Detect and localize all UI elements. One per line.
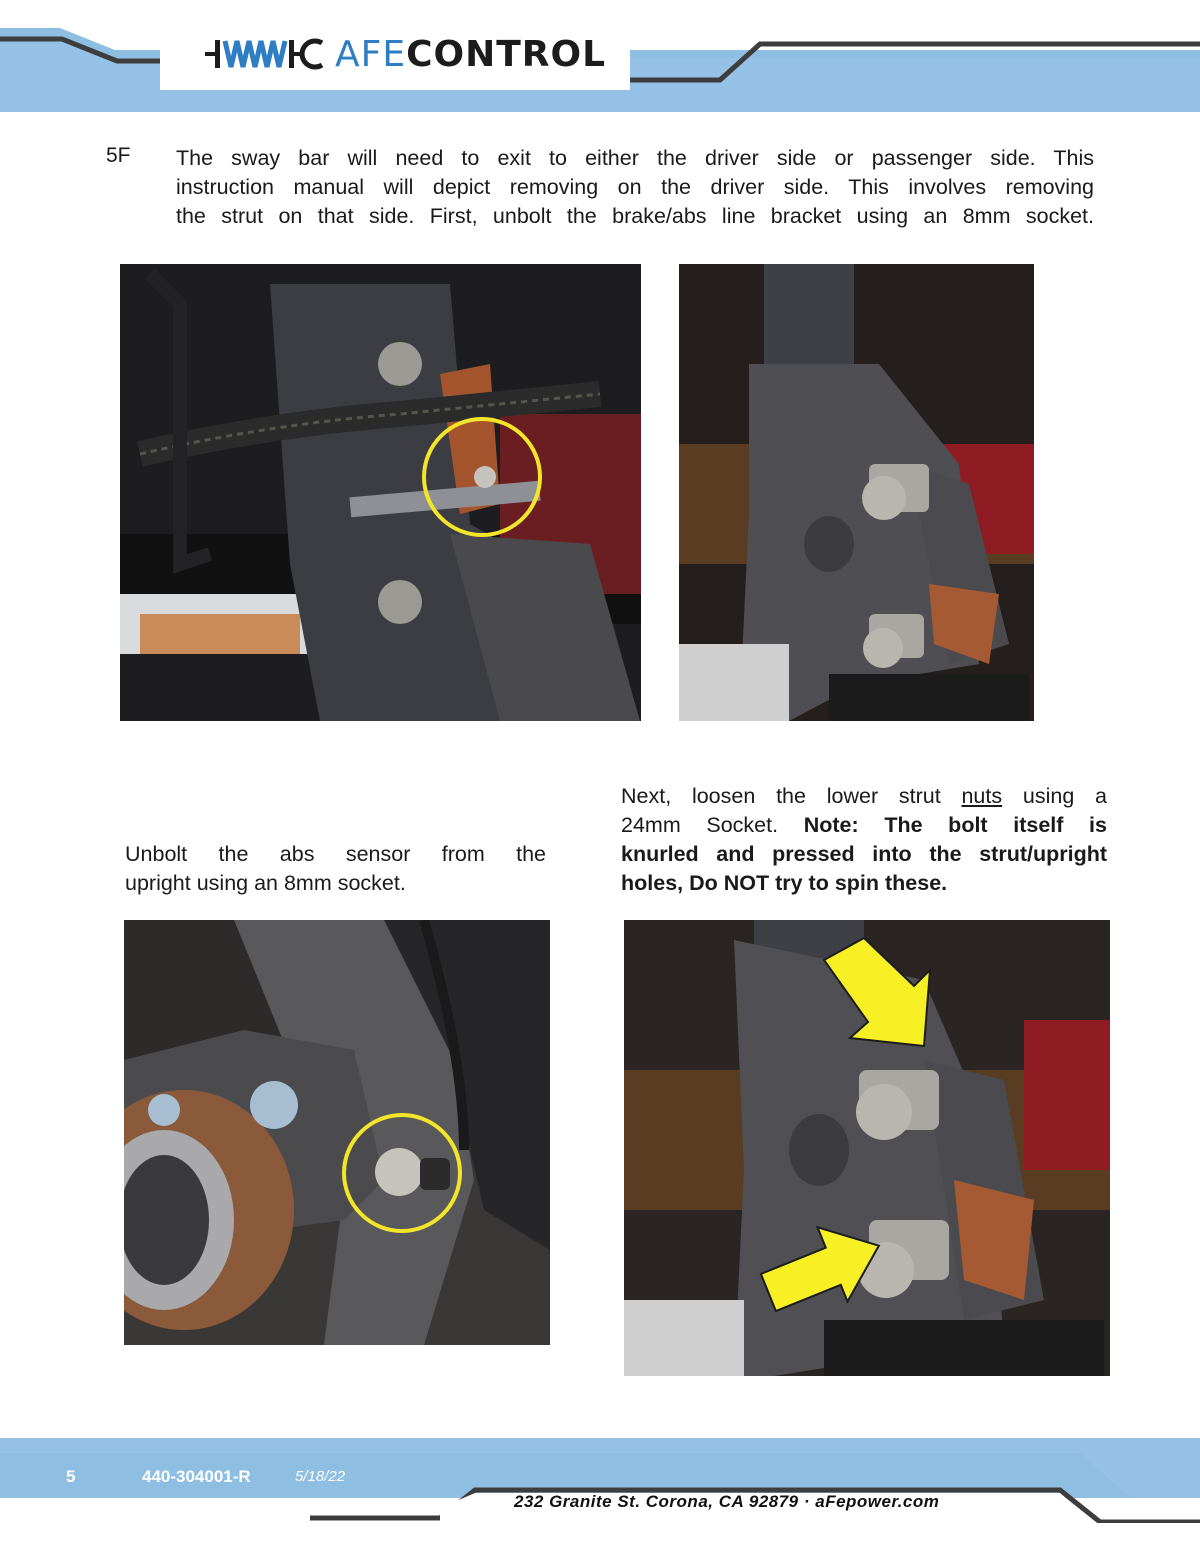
- lower-nuts-line-4: [621, 869, 1107, 898]
- note-bold: [621, 871, 947, 895]
- step-number: 5F: [106, 144, 131, 167]
- brand-suffix: CONTROL: [406, 33, 607, 75]
- nuts-underlined: nuts: [961, 784, 1003, 808]
- page-number: 5: [66, 1467, 76, 1486]
- step-line: The sway bar will need to exit to either the driver side or passenger side. This: [176, 146, 1094, 170]
- note-bold: Note: The bolt itself is: [803, 813, 1107, 837]
- step-instructions: [176, 144, 1094, 231]
- lower-nuts-line-3: [621, 840, 1107, 869]
- note-bold: knurled and pressed into the strut/upright: [621, 842, 1107, 866]
- company-address: 232 Granite St. Corona, CA 92879 · aFepower.com: [514, 1492, 940, 1511]
- abs-sensor-instructions: [125, 840, 546, 898]
- line1-text: Next, loosen the lower strut: [621, 784, 962, 808]
- revision-date: 5/18/22: [295, 1468, 346, 1485]
- lower-nuts-line-1: [621, 782, 1107, 811]
- lower-nuts-line-2: [621, 811, 1107, 840]
- step-line: the strut on that side. First, unbolt the brake/abs line bracket using an 8mm socket.: [176, 204, 1094, 228]
- strut-upright-closeup-photo: [679, 264, 1034, 721]
- abs-sensor-photo: [124, 920, 550, 1345]
- not-emphasis: NOT: [723, 871, 770, 895]
- brand-prefix: AFE: [335, 33, 407, 75]
- line4-text: holes, Do: [621, 871, 724, 895]
- abs-line: Unbolt the abs sensor from the: [125, 842, 546, 866]
- step-line: instruction manual will depict removing on the driver side. This involves removing: [176, 175, 1094, 199]
- afe-logo-icon: [205, 37, 323, 71]
- line4-tail: try to spin these.: [769, 871, 948, 895]
- lower-nuts-instructions: [621, 782, 1107, 898]
- abs-line: upright using an 8mm socket.: [125, 871, 406, 895]
- brake-abs-line-bracket-photo: [120, 264, 641, 721]
- part-number: 440-304001-R: [142, 1467, 251, 1486]
- afe-control-logo: [205, 32, 606, 76]
- line2-text: 24mm Socket.: [621, 813, 804, 837]
- lower-strut-nuts-photo: [624, 920, 1110, 1376]
- line1-tail: using a: [1002, 784, 1108, 808]
